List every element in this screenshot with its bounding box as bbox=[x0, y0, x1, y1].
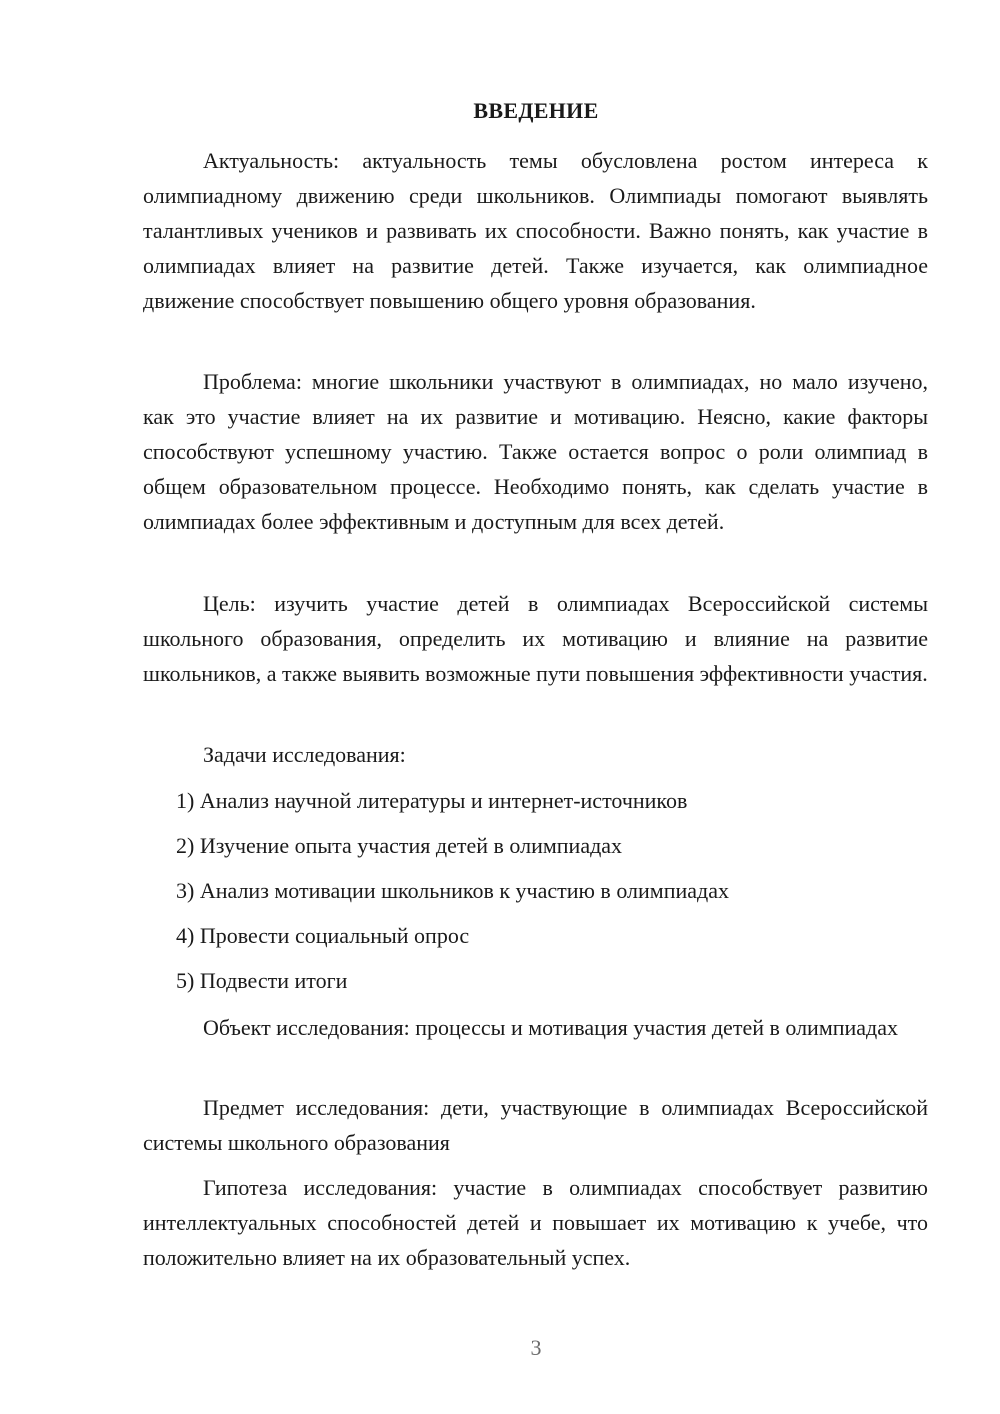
tasks-heading: Задачи исследования: bbox=[203, 742, 406, 767]
page-number: 3 bbox=[530, 1335, 542, 1360]
section-title: ВВЕДЕНИЕ bbox=[473, 98, 599, 123]
paragraph-subject: Предмет исследования: дети, участвующие в олимпиадах Всероссийской системы школьного образования bbox=[143, 1095, 928, 1155]
task-item: 5) Подвести итоги bbox=[176, 968, 348, 993]
paragraph-relevance: Актуальность: актуальность темы обусловлена ростом интереса к олимпиадному движению среди школьников. Олимпиады помогают выявлять талантливых учеников и развивать их способности. Важно понять, как участие в олимпиадах влияет на развитие детей. Также изучается, как олимпиадное движение способствует повышению общего уровня образования. bbox=[143, 148, 928, 313]
task-item: 1) Анализ научной литературы и интернет-источников bbox=[176, 788, 688, 813]
task-item: 3) Анализ мотивации школьников к участию в олимпиадах bbox=[176, 878, 729, 903]
task-item: 4) Провести социальный опрос bbox=[176, 923, 470, 948]
task-item: 2) Изучение опыта участия детей в олимпиадах bbox=[176, 833, 623, 858]
paragraph-object: Объект исследования: процессы и мотивация участия детей в олимпиадах bbox=[203, 1015, 899, 1040]
paragraph-goal: Цель: изучить участие детей в олимпиадах Всероссийской системы школьного образования, определить их мотивацию и влияние на развитие школьников, а также выявить возможные пути повышения эффективности участия. bbox=[143, 591, 928, 686]
paragraph-hypothesis: Гипотеза исследования: участие в олимпиадах способствует развитию интеллектуальных способностей детей и повышает их мотивацию к учебе, что положительно влияет на их образовательный успех. bbox=[143, 1175, 928, 1270]
paragraph-problem: Проблема: многие школьники участвуют в олимпиадах, но мало изучено, как это участие влияет на их развитие и мотивацию. Неясно, какие факторы способствуют успешному участию. Также остается вопрос о роли олимпиад в общем образовательном процессе. Необходимо понять, как сделать участие в олимпиадах более эффективным и доступным для всех детей. bbox=[143, 369, 928, 534]
